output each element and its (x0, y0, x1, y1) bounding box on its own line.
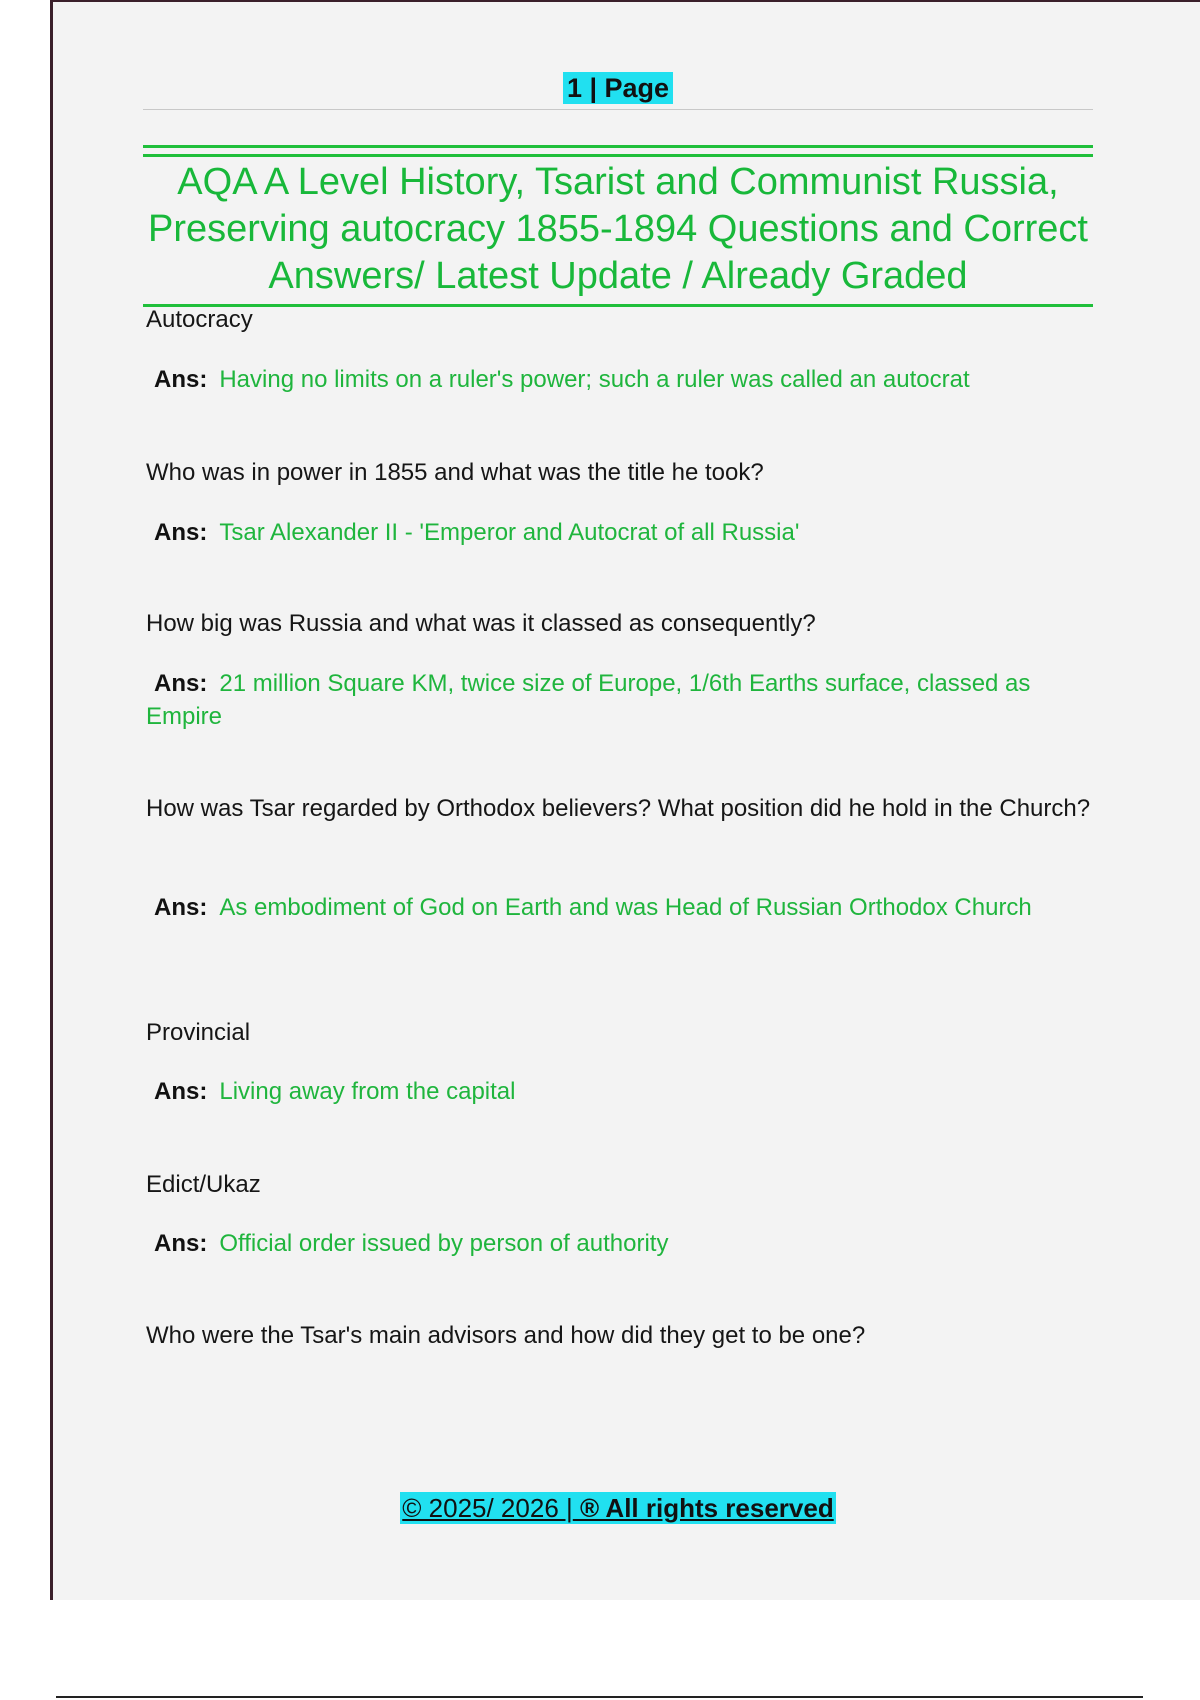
answer-4 (146, 891, 1091, 924)
ans-label: Ans: (154, 670, 208, 697)
answer-5 (146, 1075, 1091, 1108)
rights-text: ® All rights reserved (580, 1493, 834, 1523)
answer-text: As embodiment of God on Earth and was Head of Russian Orthodox Church (219, 894, 1032, 921)
title-line-3: Answers/ Latest Update / Already Graded (268, 255, 968, 297)
page-footer (143, 1492, 1093, 1524)
answer-6 (146, 1227, 1091, 1260)
question-6 (146, 1166, 1091, 1203)
answer-3 (146, 667, 1091, 733)
question-2 (146, 454, 1091, 491)
question-3 (146, 605, 1091, 642)
ans-label: Ans: (154, 894, 208, 921)
question-text: Who were the Tsar's main advisors and how did they get to be one? (146, 1322, 866, 1349)
answer-text: Having no limits on a ruler's power; such a ruler was called an autocrat (219, 366, 970, 393)
ans-label: Ans: (154, 519, 208, 546)
title-text (143, 157, 1093, 304)
title-line-1: AQA A Level History, Tsarist and Communist Russia, (177, 161, 1059, 203)
copyright-notice (400, 1492, 835, 1524)
document-title (143, 145, 1093, 307)
answer-text: Tsar Alexander II - 'Emperor and Autocrat of all Russia' (219, 519, 800, 546)
bottom-divider (56, 1696, 1143, 1698)
page-header (143, 72, 1093, 104)
question-5 (146, 1014, 1091, 1051)
title-line-2: Preserving autocracy 1855-1894 Questions and Correct (148, 208, 1088, 250)
answer-1 (146, 363, 1091, 396)
question-text: Who was in power in 1855 and what was the title he took? (146, 459, 764, 486)
copyright-years: © 2025/ 2026 | (402, 1493, 573, 1523)
question-text: Autocracy (146, 306, 253, 333)
question-7 (146, 1317, 1091, 1354)
answer-text: 21 million Square KM, twice size of Europe, 1/6th Earths surface, classed as Empire (146, 670, 1031, 730)
ans-label: Ans: (154, 1078, 208, 1105)
ans-label: Ans: (154, 1230, 208, 1257)
question-text: How was Tsar regarded by Orthodox believers? What position did he hold in the Church? (146, 795, 1091, 822)
answer-text: Official order issued by person of authority (219, 1230, 669, 1257)
question-4 (146, 790, 1091, 827)
page-number: 1 | Page (563, 72, 673, 104)
question-1 (146, 301, 1091, 338)
answer-text: Living away from the capital (219, 1078, 516, 1105)
question-text: Edict/Ukaz (146, 1171, 261, 1198)
answer-2 (146, 516, 1091, 549)
header-divider (143, 109, 1093, 110)
question-text: How big was Russia and what was it classed as consequently? (146, 610, 816, 637)
question-text: Provincial (146, 1019, 251, 1046)
ans-label: Ans: (154, 366, 208, 393)
